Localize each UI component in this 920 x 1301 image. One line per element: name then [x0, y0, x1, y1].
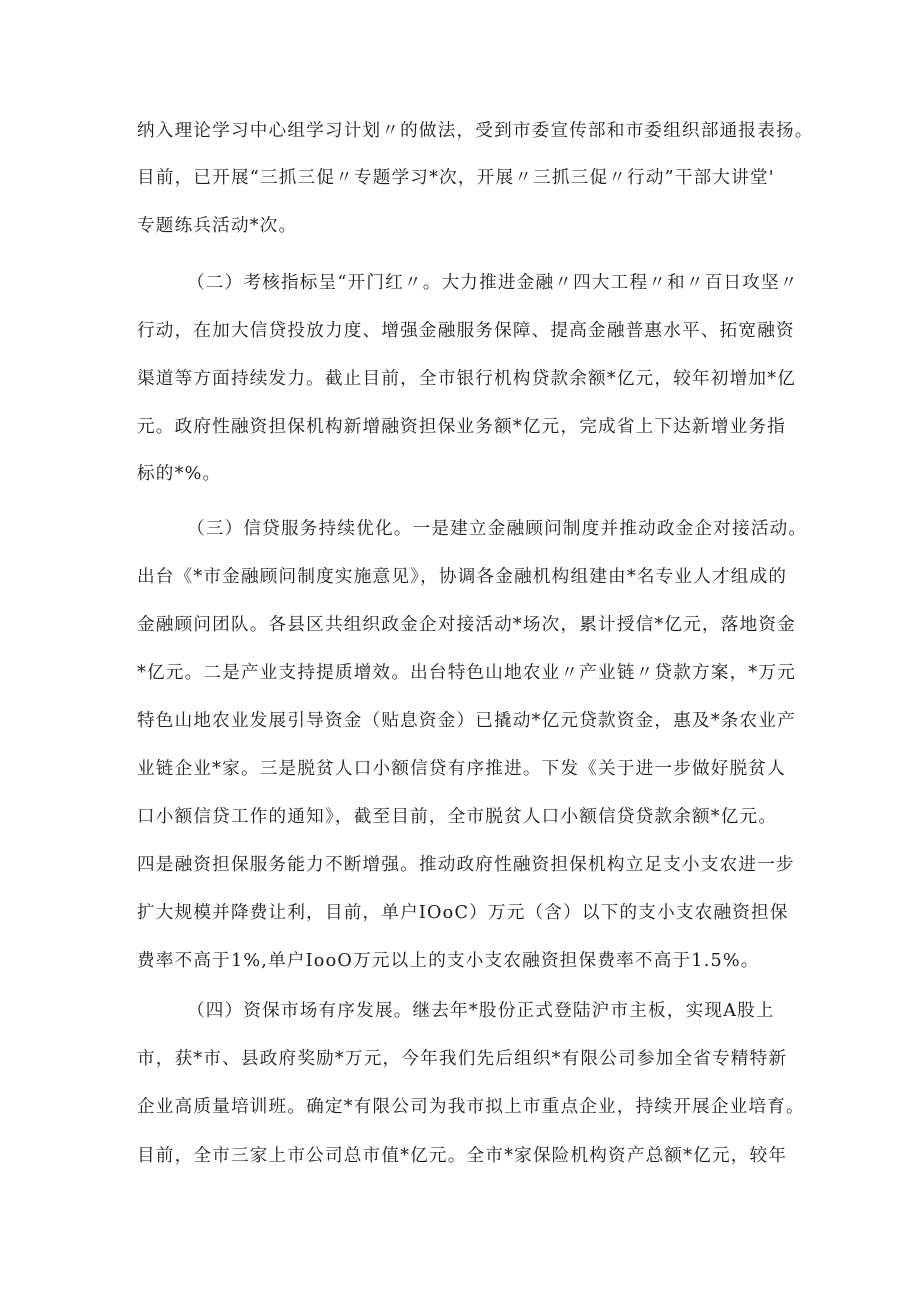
text-line: 行动，在加大信贷投放力度、增强金融服务保障、提高金融普惠水平、拓宽融资	[137, 321, 795, 341]
text-line: 专题练兵活动*次。	[137, 216, 298, 236]
text-line: 目前，已开展“三抓三促〃专题学习*次，开展〃三抓三促〃行动”干部大讲堂'	[137, 168, 775, 188]
text-line: 纳入理论学习中心组学习计划〃的做法，受到市委宣传部和市委组织部通报表扬。	[137, 121, 814, 141]
text-line: 目前，全市三家上市公司总市值*亿元。全市*家保险机构资产总额*亿元，较年	[137, 1146, 788, 1166]
text-line: 口小额信贷工作的通知》，截至目前，全市脱贫人口小额信贷贷款余额*亿元。	[137, 807, 778, 827]
text-line: *亿元。二是产业支持提质增效。出台特色山地农业〃产业链〃贷款方案，*万元	[137, 663, 796, 683]
text-line: 渠道等方面持续发力。截止目前，全市银行机构贷款余额*亿元，较年初增加*亿	[137, 369, 796, 389]
text-line: 标的*%。	[137, 464, 222, 484]
text-line: 特色山地农业发展引导资金（贴息资金）已撬动*亿元贷款资金，惠及*条农业产	[137, 711, 796, 731]
text-line: 企业高质量培训班。确定*有限公司为我市拟上市重点企业，持续开展企业培育。	[137, 1097, 805, 1117]
text-line: 四是融资担保服务能力不断增强。推动政府性融资担保机构立足支小支农进一步	[137, 855, 795, 875]
section-heading-line: （四）资保市场有序发展。继去年*股份正式登陆沪市主板，实现A股上	[187, 1001, 775, 1021]
text-line: 市，获*市、县政府奖励*万元，今年我们先后组织*有限公司参加全省专精特新	[137, 1049, 788, 1069]
text-line: 业链企业*家。三是脱贫人口小额信贷有序推进。下发《关于进一步做好脱贫人	[137, 759, 786, 779]
text-line: 费率不高于1%,单户IooO万元以上的支小支农融资担保费率不高于1.5%。	[137, 951, 760, 971]
section-heading-line: （三）信贷服务持续优化。一是建立金融顾问制度并推动政金企对接活动。	[187, 519, 808, 539]
text-line: 金融顾问团队。各县区共组织政金企对接活动*场次，累计授信*亿元，落地资金	[137, 615, 796, 635]
section-heading-line: （二）考核指标呈“开门红〃。大力推进金融〃四大工程〃和〃百日攻坚〃	[187, 273, 799, 293]
text-line: 扩大规模并降费让利，目前，单户IOoC）万元（含）以下的支小支农融资担保	[137, 903, 789, 923]
text-line: 出台《*市金融顾问制度实施意见》，协调各金融机构组建由*名专业人才组成的	[137, 567, 788, 587]
text-line: 元。政府性融资担保机构新增融资担保业务额*亿元，完成省上下达新增业务指	[137, 417, 786, 437]
